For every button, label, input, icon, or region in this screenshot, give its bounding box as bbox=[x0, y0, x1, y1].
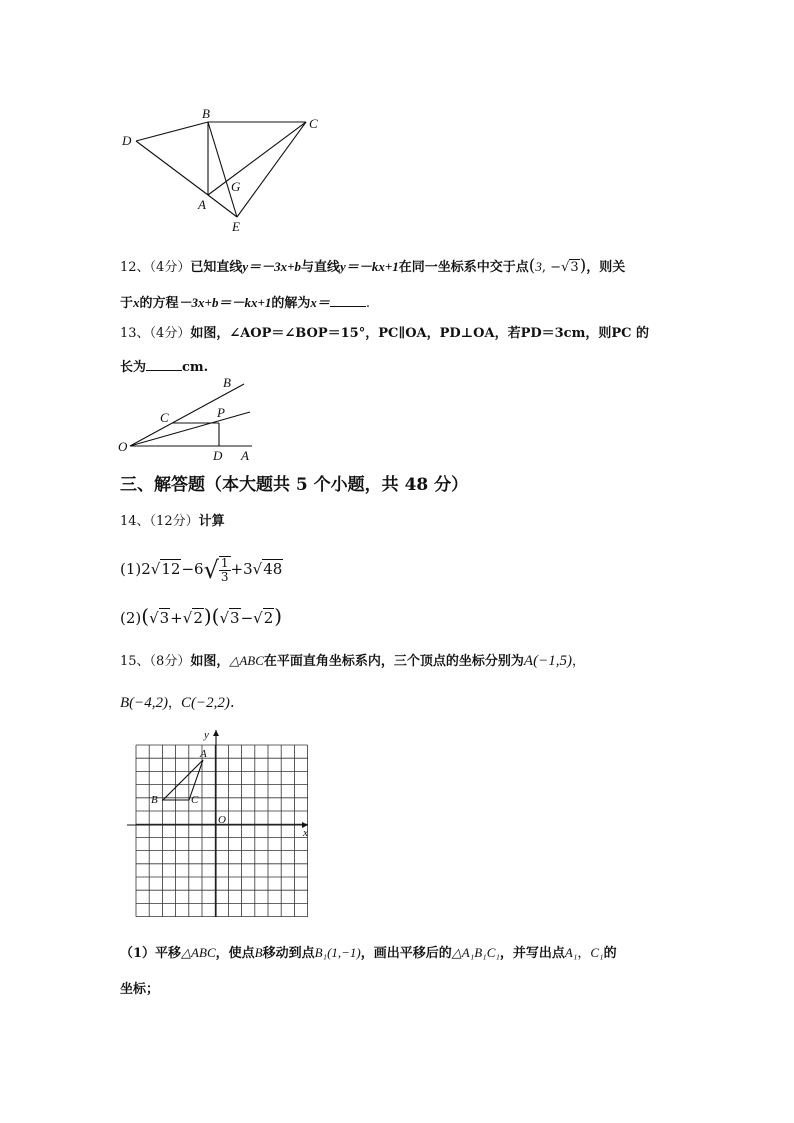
q14-fraction: $\frac{1}{3}$ bbox=[220, 556, 229, 584]
q14-line1: 14、（12分）计算 bbox=[120, 514, 225, 529]
q15-line1: 15、（8分）如图，△ABC在平面直角坐标系内，三个顶点的坐标分别为A(−1,5)， bbox=[120, 653, 585, 669]
q15-part1-line2: 坐标； bbox=[120, 982, 160, 997]
label-a: A bbox=[198, 197, 206, 212]
label-e: E bbox=[232, 219, 240, 234]
segment-ae bbox=[208, 195, 237, 217]
q14-part2: (2)(√3+√2)(√3−√2) bbox=[120, 604, 283, 628]
label-c: C bbox=[309, 116, 318, 131]
q15-number: 15、 bbox=[120, 654, 150, 669]
label-a: A bbox=[241, 448, 249, 463]
q12-number: 12、 bbox=[120, 260, 150, 275]
segment-ac bbox=[208, 122, 306, 195]
q15-point-a: A(−1,5) bbox=[523, 653, 572, 669]
geometry-figure-aop bbox=[112, 372, 262, 464]
q13-answer-blank[interactable] bbox=[146, 358, 182, 371]
label-g: G bbox=[231, 179, 241, 194]
section-heading: 三、解答题（本大题共 5 个小题，共 48 分） bbox=[120, 475, 469, 495]
label-b: B bbox=[202, 106, 210, 121]
q15-point-b: B(−4,2) bbox=[120, 695, 169, 711]
coordinate-grid-figure bbox=[120, 725, 320, 920]
q12-eq3: －3x+b＝－kx+1 bbox=[178, 295, 272, 310]
q12-score: （4分） bbox=[149, 260, 191, 275]
label-c: C bbox=[191, 794, 199, 806]
q12-line1: 12、（4分）已知直线y＝－3x+b与直线y＝－kx+1在同一坐标系中交于点(3, −√3)，则关 bbox=[120, 256, 626, 276]
q12-point-y-radicand: 3 bbox=[570, 260, 579, 275]
q12-line2: 于x的方程－3x+b＝－kx+1的解为x＝ . bbox=[120, 295, 371, 311]
label-d: D bbox=[122, 133, 132, 148]
q13-number: 13、 bbox=[120, 326, 150, 341]
q14-part1: (1)2√12−6√ $\frac{1}{3}$ +3√48 bbox=[120, 556, 283, 584]
label-c: C bbox=[160, 410, 169, 425]
q12-eq2: y＝－kx+1 bbox=[340, 259, 399, 274]
q15-point-c: C(−2,2) bbox=[181, 695, 230, 711]
label-a: A bbox=[200, 748, 207, 760]
q12-eq1: y＝－3x+b bbox=[242, 259, 302, 274]
label-d: D bbox=[213, 448, 223, 463]
q14-number: 14、 bbox=[120, 514, 150, 529]
q13-line2: 长为 cm. bbox=[120, 360, 209, 375]
q15-part1-line1: （1）平移△ABC，使点B移动到点B₁(1,−1)，画出平移后的△A₁B₁C₁，并写出点A₁，C₁的 bbox=[120, 945, 617, 961]
q13-line1 bbox=[120, 322, 649, 341]
geometry-figure-dbcae bbox=[110, 100, 340, 240]
label-b: B bbox=[223, 375, 231, 390]
q15-point-b1: B₁(1,−1) bbox=[314, 945, 361, 960]
label-o: O bbox=[118, 439, 128, 454]
q12-point-x: 3 bbox=[535, 259, 542, 274]
q13-score: （4分） bbox=[149, 326, 191, 341]
label-y: y bbox=[204, 729, 209, 741]
q12-answer-blank[interactable] bbox=[330, 294, 366, 307]
ray-op bbox=[130, 412, 250, 446]
q15-score: （8分） bbox=[149, 654, 191, 669]
segment-db bbox=[136, 122, 208, 141]
q15-line2: B(−4,2)，C(−2,2). bbox=[120, 693, 235, 711]
segment-be bbox=[208, 122, 237, 217]
q13-text: 如图，∠AOP＝∠BOP＝15°，PC∥OA，PD⊥OA，若PD＝3cm，则PC 的 bbox=[190, 326, 649, 341]
label-x: x bbox=[303, 827, 308, 839]
q14-score: （12分） bbox=[149, 514, 199, 529]
label-b: B bbox=[151, 794, 158, 806]
label-p: P bbox=[217, 405, 225, 420]
label-o: O bbox=[218, 814, 226, 826]
ray-ob bbox=[130, 384, 244, 446]
segment-da bbox=[136, 141, 208, 195]
y-axis-arrow bbox=[213, 730, 219, 736]
segment-ec bbox=[237, 122, 306, 217]
